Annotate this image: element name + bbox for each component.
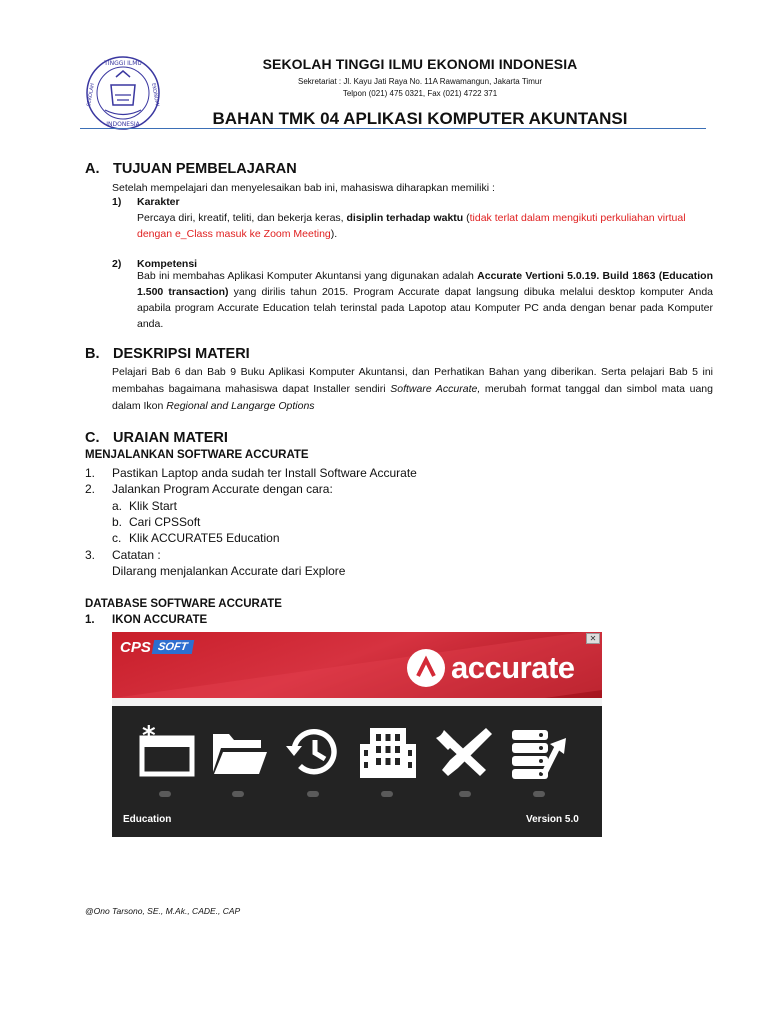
section-b-italic-1: Software Accurate,	[390, 383, 481, 395]
section-c-letter: C.	[85, 430, 100, 446]
section-b-italic-2: Regional and Langarge Options	[166, 400, 315, 412]
new-database-icon[interactable]	[134, 724, 196, 780]
item-2-number: 2)	[112, 258, 122, 270]
indicator-dot	[232, 791, 244, 797]
step-3-number: 3.	[85, 548, 96, 562]
indicator-dot	[459, 791, 471, 797]
open-database-icon[interactable]	[207, 724, 269, 780]
section-c-title: URAIAN MATERI	[113, 430, 228, 446]
step-3	[85, 547, 161, 564]
indicator-dot	[533, 791, 545, 797]
substep-b-text: Cari CPSSoft	[129, 515, 201, 529]
step-1-text: Pastikan Laptop anda sudah ter Install Software Accurate	[112, 466, 417, 480]
section-b-heading	[85, 346, 250, 362]
cps-soft-logo	[120, 639, 208, 657]
item-2-text-a: Bab ini membahas Aplikasi Komputer Akuntansi yang digunakan adalah	[137, 270, 478, 282]
step-3-label: Catatan :	[112, 548, 161, 562]
section-b-title: DESKRIPSI MATERI	[113, 346, 250, 362]
edition-label: Education	[123, 814, 172, 825]
logo-text-right: EKONOMI	[149, 82, 160, 107]
company-building-icon[interactable]	[356, 724, 418, 780]
section-c-heading	[85, 430, 228, 446]
substep-c-text: Klik ACCURATE5 Education	[129, 531, 280, 545]
section-b-letter: B.	[85, 346, 100, 362]
logo-text-bottom: INDONESIA	[106, 121, 140, 128]
substep-a-letter: a.	[112, 499, 123, 513]
accurate-wordmark: accurate	[451, 650, 575, 685]
database-upload-icon[interactable]	[508, 724, 570, 780]
substep-a	[112, 498, 177, 515]
item-1-heading: Karakter	[137, 196, 180, 208]
substep-a-text: Klik Start	[129, 499, 178, 513]
step-2-number: 2.	[85, 482, 96, 496]
close-button[interactable]	[586, 633, 600, 644]
indicator-dot	[159, 791, 171, 797]
database-item-1-text: IKON ACCURATE	[112, 614, 208, 626]
history-icon[interactable]	[282, 724, 344, 780]
step-1-number: 1.	[85, 466, 96, 480]
item-1-number: 1)	[112, 196, 122, 208]
section-a-letter: A.	[85, 161, 100, 177]
cps-text: CPS	[120, 639, 151, 656]
item-2-text	[137, 268, 713, 332]
soft-tag: SOFT	[152, 640, 195, 654]
section-a-intro: Setelah mempelajari dan menyelesaikan bab ini, mahasiswa diharapkan memiliki :	[112, 182, 495, 194]
item-1-text-c: ).	[330, 228, 338, 240]
indicator-dot	[381, 791, 393, 797]
step-1	[85, 465, 417, 482]
item-1-text-bold: disiplin terhadap waktu	[346, 212, 464, 224]
version-label: Version 5.0	[526, 814, 579, 825]
tools-icon[interactable]	[434, 724, 496, 780]
document-title: BAHAN TMK 04 APLIKASI KOMPUTER AKUNTANSI	[212, 109, 628, 128]
institution-name: SEKOLAH TINGGI ILMU EKONOMI INDONESIA	[262, 56, 578, 72]
database-item-1	[85, 612, 207, 629]
footer-author: @Ono Tarsono, SE., M.Ak., CADE., CAP	[85, 906, 241, 916]
substep-c	[112, 530, 280, 547]
item-1-text-b: (	[463, 212, 470, 224]
item-2-text-b: yang dirilis tahun 2015. Program Accurate dapat langsung dibuka melalui desktop komputer Anda apabila program Accurate Education telah terinstal pada Lapotop atau Komputer PC anda dengan benar pada Komputer anda.	[137, 286, 713, 330]
accurate-app-window	[112, 632, 602, 837]
section-b-text	[112, 364, 713, 415]
institution-contact	[180, 76, 660, 100]
logo-text-left: SEKOLAH	[86, 82, 96, 107]
institution-phone: Telpon (021) 475 0321, Fax (021) 4722 371	[342, 89, 498, 98]
close-icon: ✕	[589, 634, 597, 643]
accurate-logo-icon	[407, 649, 445, 687]
section-b-text-b: merubah format tanggal dan simbol mata uang dalam Ikon	[112, 383, 713, 412]
item-1-text-red: tidak terlat dalam mengikuti perkuliahan virtual dengan e_Class masuk ke Zoom Meeting	[137, 212, 686, 240]
header-divider	[80, 128, 706, 129]
logo-text-top: TINGGI ILMU	[104, 60, 142, 67]
institution-address: Sekretariat : Jl. Kayu Jati Raya No. 11A Rawamangun, Jakarta Timur	[298, 77, 542, 86]
step-3-note: Dilarang menjalankan Accurate dari Explore	[112, 564, 346, 578]
banner-band	[112, 698, 602, 706]
svg-text:*: *	[142, 724, 156, 751]
section-c-subheading: MENJALANKAN SOFTWARE ACCURATE	[85, 449, 309, 461]
substep-b-letter: b.	[112, 515, 123, 529]
substep-c-letter: c.	[112, 531, 122, 545]
item-1-text	[137, 210, 715, 242]
substep-b	[112, 514, 200, 531]
accurate-brand	[407, 649, 595, 689]
item-2-heading: Kompetensi	[137, 258, 198, 270]
section-b-text-a: Pelajari Bab 6 dan Bab 9 Buku Aplikasi Komputer Akuntansi, dan Perhatikan Bahan yang diberikan. Serta pelajari Bab 5 ini membahas bagaimana mahasiswa dapat Installer sendiri	[112, 366, 713, 395]
item-2-text-bold: Accurate Vertioni 5.0.19. Build 1863 (Education 1.500 transaction)	[137, 270, 713, 298]
database-item-1-number: 1.	[85, 614, 95, 626]
database-heading: DATABASE SOFTWARE ACCURATE	[85, 598, 282, 610]
item-1-text-a: Percaya diri, kreatif, teliti, dan bekerja keras,	[137, 212, 347, 224]
indicator-dot	[307, 791, 319, 797]
section-a-title: TUJUAN PEMBELAJARAN	[113, 161, 297, 177]
section-a-heading	[85, 161, 297, 177]
step-2-text: Jalankan Program Accurate dengan cara:	[112, 482, 333, 496]
step-2	[85, 481, 333, 498]
